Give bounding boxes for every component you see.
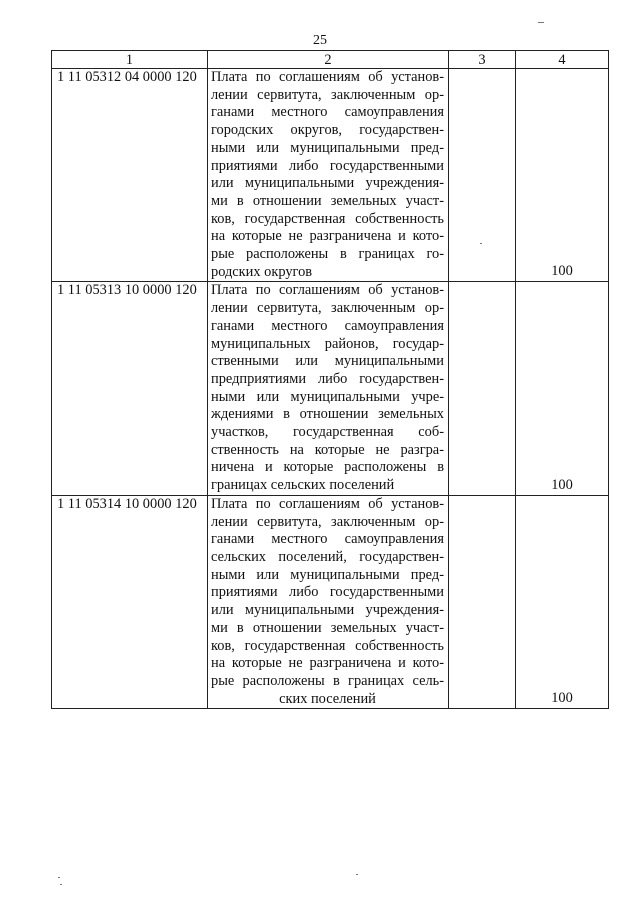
description-line: ков, государственная собственность <box>211 637 444 654</box>
page-number: 25 <box>313 33 327 48</box>
column-header-2: 2 <box>208 51 449 69</box>
description-line: на которые не разграничена и кото- <box>211 228 444 245</box>
description-line: предприятиями либо государствен- <box>211 370 444 387</box>
table-row <box>52 69 609 282</box>
description-line: ничена и которые расположены в <box>211 459 444 476</box>
table-header-row <box>52 51 609 69</box>
column-3-cell <box>449 282 516 495</box>
description-line: Плата по соглашениям об установ- <box>211 495 444 512</box>
scan-speck <box>60 884 62 885</box>
description-line: участков, государственная соб- <box>211 424 444 441</box>
description-line: или муниципальными учреждения- <box>211 602 444 619</box>
description-line: ми в отношении земельных участ- <box>211 192 444 209</box>
value-cell: 100 <box>516 495 609 708</box>
description-cell <box>208 495 449 708</box>
description-line: ными или муниципальными учре- <box>211 388 444 405</box>
description-cell <box>208 282 449 495</box>
description-line: рые расположены в границах сель- <box>211 672 444 689</box>
description-line: городских округов, государствен- <box>211 122 444 139</box>
scan-speck <box>480 243 482 244</box>
description-line: ганами местного самоуправления <box>211 104 444 121</box>
column-header-4: 4 <box>516 51 609 69</box>
column-3-cell <box>449 495 516 708</box>
value-cell: 100 <box>516 69 609 282</box>
scan-speck <box>356 874 358 875</box>
column-3-cell <box>449 69 516 282</box>
description-line: лении сервитута, заключенным ор- <box>211 86 444 103</box>
description-line: или муниципальными учреждения- <box>211 175 444 192</box>
description-line: Плата по соглашениям об установ- <box>211 69 444 85</box>
description-line: Плата по соглашениям об установ- <box>211 282 444 299</box>
budget-code-cell: 1 11 05313 10 0000 120 <box>52 282 208 495</box>
column-header-3: 3 <box>449 51 516 69</box>
description-line: ными или муниципальными пред- <box>211 566 444 583</box>
description-line: ственными или муниципальными <box>211 353 444 370</box>
table-row <box>52 495 609 708</box>
budget-code-cell: 1 11 05312 04 0000 120 <box>52 69 208 282</box>
description-line: ганами местного самоуправления <box>211 317 444 334</box>
table-row <box>52 282 609 495</box>
description-line: ков, государственная собственность <box>211 210 444 227</box>
description-line: ственность на которые не разгра- <box>211 441 444 458</box>
description-line: ских поселений <box>279 690 376 707</box>
description-cell <box>208 69 449 282</box>
description-line: ганами местного самоуправления <box>211 531 444 548</box>
description-line: сельских поселений, государствен- <box>211 548 444 565</box>
income-codes-table <box>51 50 609 709</box>
description-line: приятиями либо государственными <box>211 584 444 601</box>
description-line: лении сервитута, заключенным ор- <box>211 300 444 317</box>
value-cell: 100 <box>516 282 609 495</box>
description-line: родских округов <box>211 263 313 280</box>
description-line: границах сельских поселений <box>211 477 395 494</box>
scan-speck <box>58 877 60 878</box>
description-line: ми в отношении земельных участ- <box>211 619 444 636</box>
scan-speck <box>538 22 544 23</box>
column-header-1: 1 <box>52 51 208 69</box>
description-line: приятиями либо государственными <box>211 157 444 174</box>
description-line: на которые не разграничена и кото- <box>211 655 444 672</box>
budget-code-cell: 1 11 05314 10 0000 120 <box>52 495 208 708</box>
description-line: лении сервитута, заключенным ор- <box>211 513 444 530</box>
description-line: муниципальных районов, государ- <box>211 335 444 352</box>
description-line: ными или муниципальными пред- <box>211 139 444 156</box>
description-line: ждениями в отношении земельных <box>211 406 444 423</box>
description-line: рые расположены в границах го- <box>211 246 444 263</box>
